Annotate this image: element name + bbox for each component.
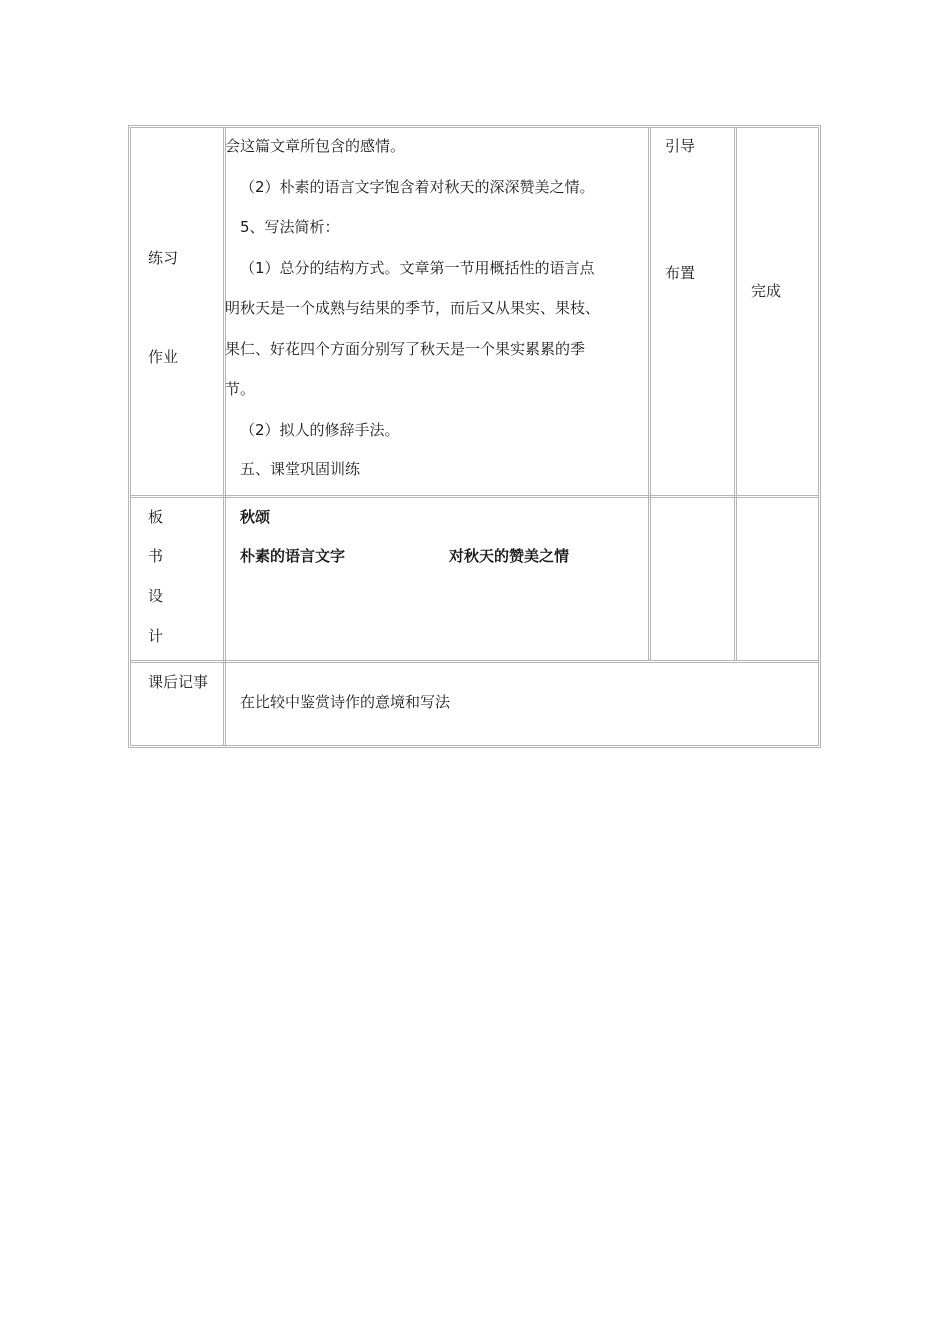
- practice-content-line: 会这篇文章所包含的感情。: [225, 137, 406, 155]
- practice-content-line: 节。: [225, 380, 256, 398]
- practice-content-line: （2）朴素的语言文字饱含着对秋天的深深赞美之情。: [240, 178, 595, 196]
- student-activity: 完成: [751, 282, 782, 300]
- practice-content-line: 五、课堂巩固训练: [240, 460, 361, 478]
- board-line-left: 朴素的语言文字: [240, 547, 346, 565]
- teacher-activity-line1: 引导: [665, 137, 696, 155]
- board-label-char: 设: [148, 587, 164, 605]
- board-title: 秋颂: [240, 508, 271, 526]
- board-label-char: 计: [148, 627, 164, 645]
- column-divider-2: [648, 128, 651, 660]
- teacher-activity-line2: 布置: [665, 264, 696, 282]
- practice-content-line: （1）总分的结构方式。文章第一节用概括性的语言点: [240, 259, 595, 277]
- board-label-char: 书: [148, 547, 164, 565]
- practice-label-line1: 练习: [148, 249, 179, 267]
- practice-content-line: （2）拟人的修辞手法。: [240, 421, 400, 439]
- practice-content-line: 果仁、好花四个方面分别写了秋天是一个果实累累的季: [225, 340, 586, 358]
- lesson-plan-table: [128, 125, 821, 748]
- notes-label: 课后记事: [148, 673, 209, 691]
- board-line-right: 对秋天的赞美之情: [449, 547, 570, 565]
- column-divider-1: [223, 128, 226, 745]
- column-divider-3: [734, 128, 737, 660]
- practice-content-line: 明秋天是一个成熟与结果的季节，而后又从果实、果枝、: [225, 299, 601, 317]
- practice-content-line: 5、写法简析：: [240, 218, 340, 236]
- row-divider-1: [131, 495, 818, 498]
- practice-label-line2: 作业: [148, 348, 179, 366]
- board-label-char: 板: [148, 508, 164, 526]
- notes-content: 在比较中鉴赏诗作的意境和写法: [240, 693, 451, 711]
- row-divider-2: [131, 660, 818, 663]
